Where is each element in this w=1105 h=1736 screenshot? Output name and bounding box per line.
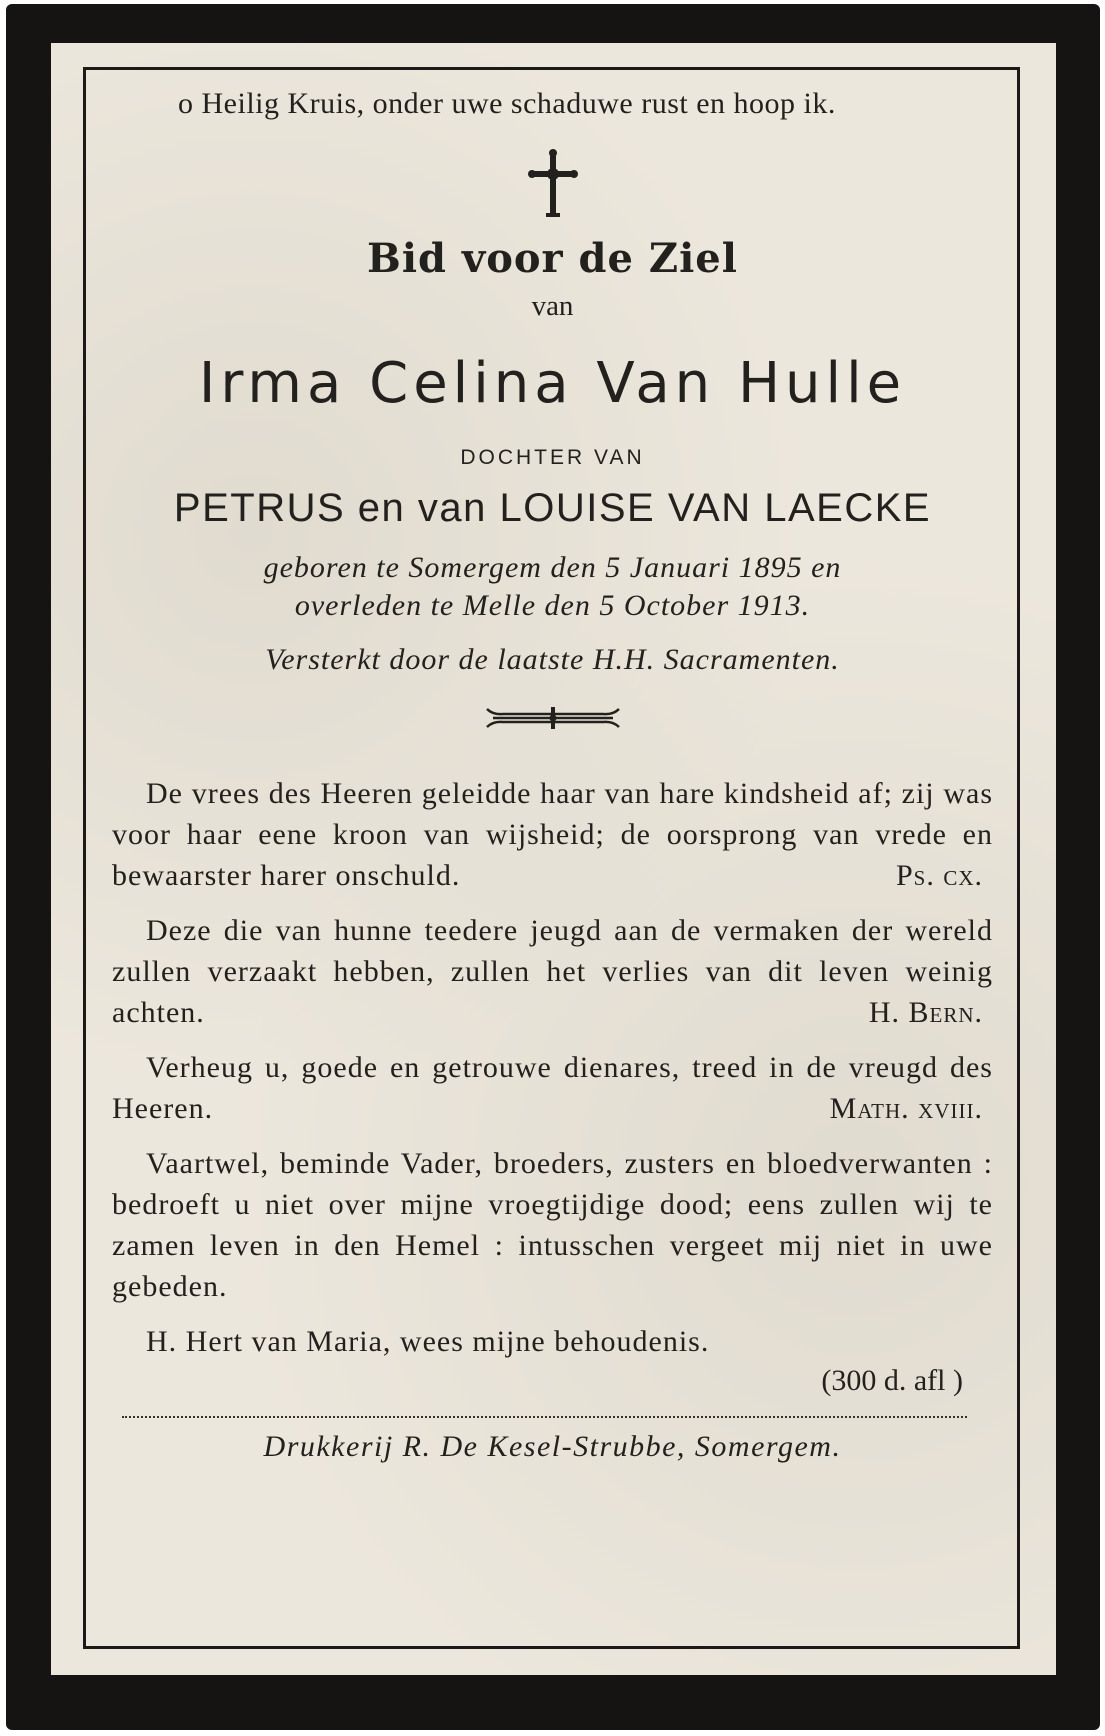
card-paper <box>51 43 1056 1675</box>
verse-1-text: De vrees des Heeren geleidde haar van hare kindsheid af; zij was voor haar eene kroon van wijsheid; de oorsprong van vrede en bewaarster harer onschuld. <box>112 777 993 892</box>
death-line: overleden te Melle den 5 October 1913. <box>294 589 811 622</box>
sacraments-line: Versterkt door de laatste H.H. Sacramenten. <box>265 643 840 676</box>
inner-frame <box>83 67 1020 1649</box>
verse-3 <box>112 1047 993 1129</box>
verse-1-source: Ps. cx. <box>895 859 983 892</box>
verse-2 <box>112 910 993 1033</box>
verse-2-text: Deze die van hunne teedere jeugd aan de vermaken der wereld zullen verzaakt hebben, zullen het verlies van dit leven weinig achten. <box>112 914 993 1029</box>
cross-icon <box>112 149 993 225</box>
dotted-divider <box>122 1416 967 1418</box>
van-text: van <box>531 290 574 322</box>
deceased-name: Irma Celina Van Hulle <box>198 351 907 416</box>
verse-3-source: Math. xviii. <box>829 1092 983 1125</box>
daughter-of-label: DOCHTER VAN <box>460 446 645 469</box>
verse-1 <box>112 773 993 896</box>
invocation-text: o Heilig Kruis, onder uwe schaduwe rust en hoop ik. <box>178 87 836 120</box>
card-content <box>112 84 993 1464</box>
prayer-title: Bid voor de Ziel <box>367 235 738 282</box>
ornament-divider-icon <box>112 701 993 741</box>
verse-5 <box>112 1321 993 1362</box>
parents-names: PETRUS en van LOUISE VAN LAECKE <box>173 486 932 530</box>
verse-2-source: H. Bern. <box>868 996 983 1029</box>
printer-credit: Drukkerij R. De Kesel-Strubbe, Somergem. <box>263 1430 842 1463</box>
verse-4 <box>112 1143 993 1307</box>
verse-4-text: Vaartwel, beminde Vader, broeders, zusters en bloedverwanten : bedroeft u niet over mijne vroegtijdige dood; eens zullen wij te zamen leven in den Hemel : intusschen vergeet mij niet in uwe gebeden. <box>112 1147 993 1303</box>
indulgence-note: (300 d. afl ) <box>821 1364 963 1397</box>
memorial-card <box>6 4 1100 1730</box>
birth-line: geboren te Somergem den 5 Januari 1895 en <box>263 551 842 584</box>
verse-5-text: H. Hert van Maria, wees mijne behoudenis. <box>146 1325 710 1358</box>
verse-3-text: Verheug u, goede en getrouwe dienares, treed in de vreugd des Heeren. <box>112 1051 993 1125</box>
